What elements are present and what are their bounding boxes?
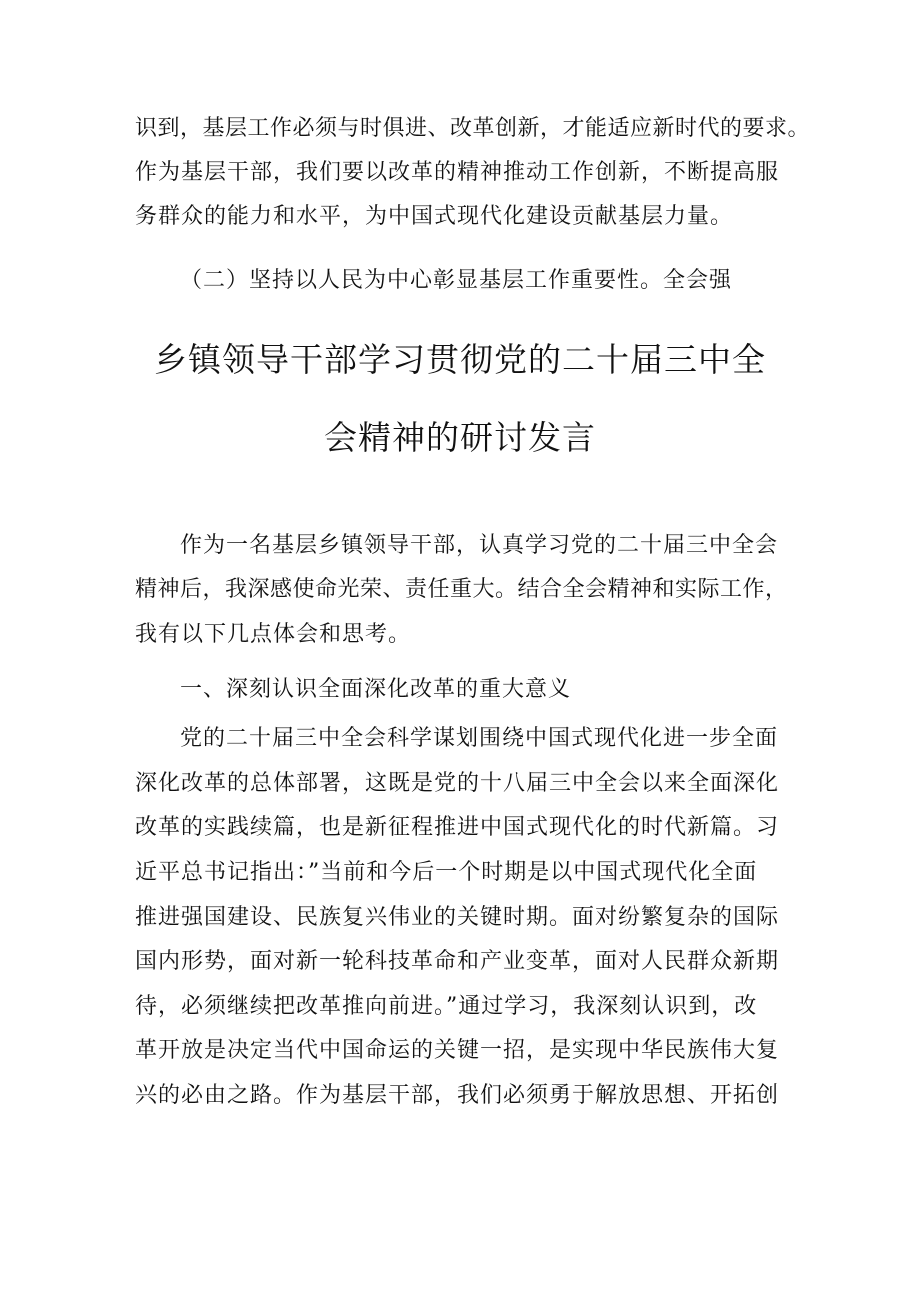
section1-line-7: 待，必须继续把改革推向前进。”通过学习，我深刻认识到，改 bbox=[135, 994, 758, 1019]
intro-line-1: 作为一名基层乡镇领导干部，认真学习党的二十届三中全会 bbox=[180, 533, 779, 558]
section1-line-5: 推进强国建设、民族复兴伟业的关键时期。面对纷繁复杂的国际 bbox=[135, 905, 780, 930]
document-title-line-2: 会精神的研讨发言 bbox=[324, 418, 596, 457]
section1-line-9: 兴的必由之路。作为基层干部，我们必须勇于解放思想、开拓创 bbox=[135, 1083, 780, 1108]
section1-line-8: 革开放是决定当代中国命运的关键一招，是实现中华民族伟大复 bbox=[135, 1038, 780, 1063]
section-heading-1: 一、深刻认识全面深化改革的重大意义 bbox=[180, 677, 572, 702]
section1-line-4: 近平总书记指出：”当前和今后一个时期是以中国式现代化全面 bbox=[135, 860, 758, 885]
fragment-line-2: 作为基层干部，我们要以改革的精神推动工作创新，不断提高服 bbox=[135, 160, 780, 185]
intro-line-2: 精神后，我深感使命光荣、责任重大。结合全会精神和实际工作， bbox=[135, 577, 788, 602]
intro-line-3: 我有以下几点体会和思考。 bbox=[135, 622, 412, 647]
document-title-line-1: 乡镇领导干部学习贯彻党的二十届三中全 bbox=[154, 340, 766, 379]
section1-line-3: 改革的实践续篇，也是新征程推进中国式现代化的时代新篇。习 bbox=[135, 815, 780, 840]
fragment-subheading: （二）坚持以人民为中心彰显基层工作重要性。全会强 bbox=[180, 268, 733, 293]
fragment-line-1: 识到，基层工作必须与时俱进、改革创新，才能适应新时代的要求。 bbox=[135, 116, 811, 141]
section1-line-1: 党的二十届三中全会科学谋划围绕中国式现代化进一步全面 bbox=[180, 726, 779, 751]
section1-line-6: 国内形势，面对新一轮科技革命和产业变革，面对人民群众新期 bbox=[135, 949, 780, 974]
fragment-line-3: 务群众的能力和水平，为中国式现代化建设贡献基层力量。 bbox=[135, 204, 734, 229]
section1-line-2: 深化改革的总体部署，这既是党的十八届三中全会以来全面深化 bbox=[135, 771, 780, 796]
